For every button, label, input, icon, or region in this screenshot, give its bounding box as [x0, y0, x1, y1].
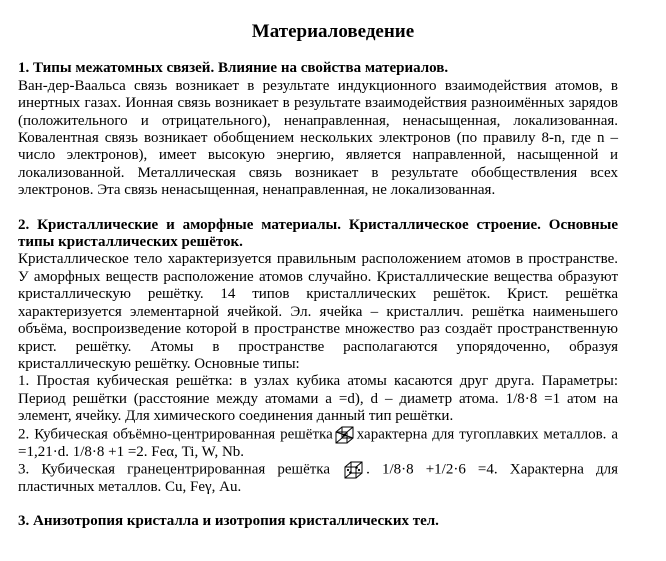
section-spacer	[18, 496, 618, 513]
fcc-lattice-cube-icon	[344, 461, 364, 479]
item2-text-after: характерна для тугоплавких металлов. a =1,21·d. 1/8·8 +1 =2. Feα, Ti, W, Nb.	[18, 425, 619, 460]
item3-text-after: . 1/8·8 +1/2·6 =4. Характерна для пластичных металлов. Cu, Feγ, Au.	[18, 461, 618, 495]
section3-heading: 3. Анизотропия кристалла и изотропия кристаллических тел.	[18, 513, 439, 530]
section2-item2	[18, 426, 618, 461]
section1-body: Ван-дер-Ваальса связь возникает в результате индукционного взаимодействия атомов, в инертных газах. Ионная связь возникает в результате взаимодействия разноимённых зарядов (положительного и отрицательного), ненаправленная, ненасыщенная, локализованная. Ковалентная связь возникает обобщением нескольких электронов (по правилу 8-n, где n – число электронов), имеет высокую энергию, является направленной, насыщенной и локализованной. Металлическая связь возникает в результате обобществления всех электронов. Эта связь ненасыщенная, ненаправленная, не локализованная.	[18, 77, 618, 199]
item2-text-before: 2. Кубическая объёмно-центрированная решётка	[18, 425, 333, 442]
section-spacer	[18, 200, 618, 217]
section2-body: Кристаллическое тело характеризуется правильным расположением атомов в пространстве. У аморфных веществ расположение атомов случайно. Кристаллические вещества образуют кристаллическую решётку. 14 типов кристаллических решёток. Крист. решётка характеризуется элементарной ячейкой. Эл. ячейка – кристаллич. решётка наименьшего объёма, воспроизведение которой в пространстве множество раз создаёт пространственную крист. решётку. Атомы в пространстве располагаются упорядоченно, образуя кристаллическую решётку. Основные типы:	[18, 251, 618, 372]
item3-text-before: 3. Кубическая гранецентрированная решётка	[18, 461, 330, 478]
section2-item3	[18, 461, 618, 496]
section1-heading: 1. Типы межатомных связей. Влияние на свойства материалов.	[18, 60, 449, 77]
bcc-lattice-cube-icon	[335, 426, 355, 444]
page-title: Материаловедение	[251, 21, 415, 42]
section2-heading: 2. Кристаллические и аморфные материалы. Кристаллическое строение. Основные типы кристаллических решёток.	[18, 216, 618, 251]
section2-item1: 1. Простая кубическая решётка: в узлах кубика атомы касаются друг друга. Параметры: Период решётки (расстояние между атомами a =d), d – диаметр атома. 1/8·8 =1 атом на элемент, ячейку. Для химического соединения данный тип решётки.	[18, 373, 618, 425]
